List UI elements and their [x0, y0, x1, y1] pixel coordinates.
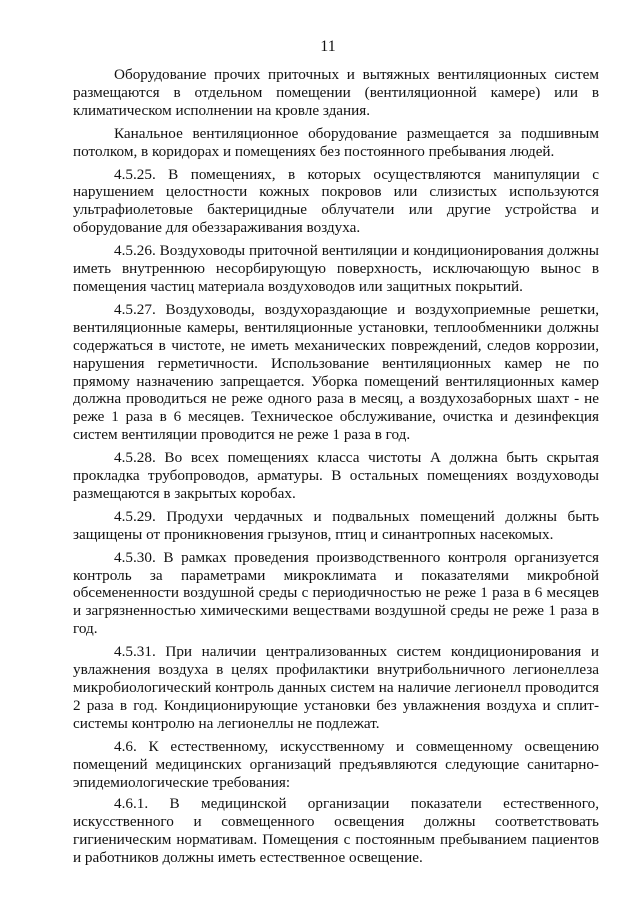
page-number: 11	[320, 38, 336, 55]
paragraph-4-6-1: 4.6.1. В медицинской организации показатели естественного, искусственного и совмещенного освещения должны соответствовать гигиеническим нормативам. Помещения с постоянным пребыванием пациентов и работников должны иметь естественное освещение.	[73, 795, 599, 867]
paragraph-4-5-25: 4.5.25. В помещениях, в которых осуществляются манипуляции с нарушением целостности кожных покровов или слизистых используются ультрафиолетовые бактерицидные облучатели или другие устройства и оборудование для обеззараживания воздуха.	[73, 165, 599, 237]
paragraph-4-6: 4.6. К естественному, искусственному и совмещенному освещению помещений медицинских организаций предъявляются следующие санитарно-эпидемиологические требования:	[73, 737, 599, 791]
paragraph-ventilation-equipment-placement: Оборудование прочих приточных и вытяжных вентиляционных систем размещаются в отдельном помещении (вентиляционной камере) или в климатическом исполнении на кровле здания.	[73, 66, 599, 119]
paragraph-4-5-29: 4.5.29. Продухи чердачных и подвальных помещений должны быть защищены от проникновения грызунов, птиц и синантропных насекомых.	[73, 507, 599, 543]
paragraph-4-5-26: 4.5.26. Воздуховоды приточной вентиляции и кондиционирования должны иметь внутреннюю несорбирующую поверхность, исключающую вынос в помещения частиц материала воздуховодов или защитных покрытий.	[73, 242, 599, 295]
paragraph-4-5-30: 4.5.30. В рамках проведения производственного контроля организуется контроль за параметрами микроклимата и показателями микробной обсемененности воздушной среды с периодичностью не реже 1 раза в 6 месяцев и загрязненностью химическими веществами воздушной среды не реже 1 раза в год.	[73, 548, 599, 638]
paragraph-4-5-27: 4.5.27. Воздуховоды, воздухораздающие и воздухоприемные решетки, вентиляционные камеры, вентиляционные установки, теплообменники должны содержаться в чистоте, не иметь механических повреждений, следов коррозии, нарушения герметичности. Использование вентиляционных камер не по прямому назначению запрещается. Уборка помещений вентиляционных камер должна проводиться не реже одного раза в месяц, а воздухозаборных шахт - не реже 1 раза в 6 месяцев. Техническое обслуживание, очистка и дезинфекция систем вентиляции проводится не реже 1 раза в год.	[73, 300, 599, 444]
paragraph-4-5-28: 4.5.28. Во всех помещениях класса чистоты А должна быть скрытая прокладка трубопроводов, арматуры. В остальных помещениях воздуховоды размещаются в закрытых коробах.	[73, 449, 599, 502]
paragraph-duct-equipment: Канальное вентиляционное оборудование размещается за подшивным потолком, в коридорах и помещениях без постоянного пребывания людей.	[73, 124, 599, 160]
paragraph-4-5-31: 4.5.31. При наличии централизованных систем кондиционирования и увлажнения воздуха в целях профилактики внутрибольничного легионеллеза микробиологический контроль данных систем на наличие легионелл проводится 2 раза в год. Кондиционирующие установки без увлажнения воздуха и сплит-системы контролю на легионеллы не подлежат.	[73, 643, 599, 732]
document-body	[73, 66, 599, 872]
